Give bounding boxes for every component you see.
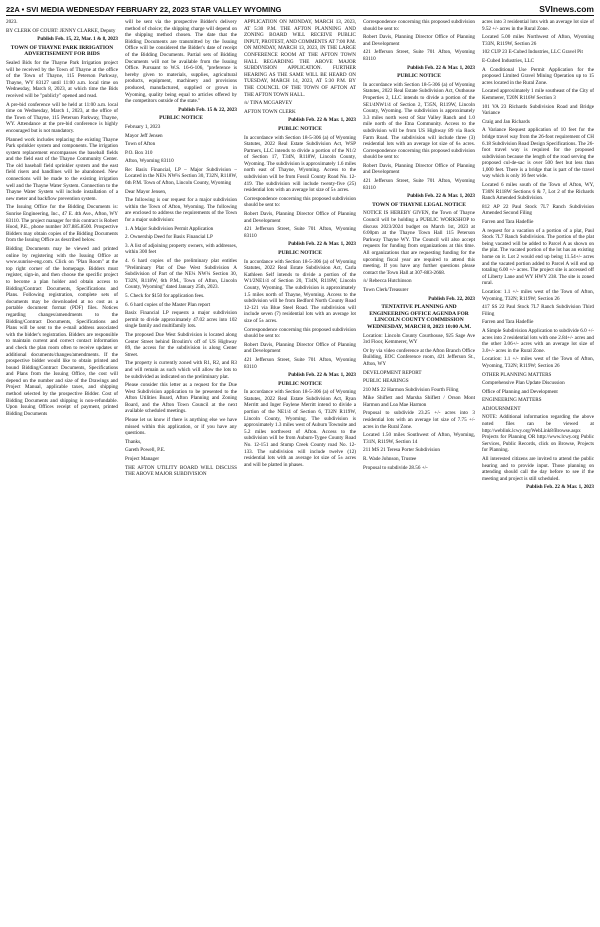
publish-dates: Publish Feb. 22 & Mar. 1, 2023	[407, 193, 475, 200]
signature-line: P.O. Box 310	[125, 149, 153, 156]
notice-paragraph: In accordance with Section 18-5-306 (a) of Wyoming Statutes, 2022 Real Estate Subdivision Act, Carla Kathleen Self intends to divide a portion of the W1/2NE1/4 of Section 20, T34N, R118W, Lincoln County, Wyoming. The subdivision is approximately 1.5 miles north of Thayne, Wyoming. Access to the subdivision will be from Bedford North County Road 12-121 via Blue Steel Road. The subdivision will include seven (7) residential lots with an average lot size of 5± acres.	[244, 258, 356, 324]
notice-paragraph: Location: 1.1 +/- miles west of the Town of Afton, Wyoming, T32N; R119W; Section 26	[482, 288, 594, 302]
notice-paragraph: ADJOURNMENT	[482, 405, 521, 412]
column-5	[482, 19, 594, 924]
notice-paragraph: Or by via video conference at the Afton Branch Office Building, EOC Conference room, 421 Jefferson St., Afton, WY	[363, 347, 475, 367]
notice-paragraph: 1. A Major Subdivision Permit Application	[125, 225, 214, 232]
signature-line: Project Manager	[125, 456, 160, 463]
notice-paragraph: Please consider this letter as a request for the Due West Subdivision application to be presented to the Afton Utilities Board, Afton Planning and Zoning Board, and the Afton Town Council at the next available scheduled meetings.	[125, 382, 237, 415]
notice-paragraph: In accordance with Section 18-5-306 (a) of Wyoming Statutes, 2022 Real Estate Subdivision Act, Ryan Merritt and Inger Faylene Merritt intend to divide a portion of the NE1/4 of Section 6, T32N R119W, Lincoln County, Wyoming. The subdivision is approximately 1.3 miles west of Auburn Townsite and 5.2 miles northwest of Afton. Access to the subdivision will be from Auburn-Tygee County Road No. 12-151 and Stump Creek County road No. 12-133. The subdivision will include twelve (12) residential lots with an average lot size of 5± acres and will be platted in phases.	[244, 389, 356, 468]
notice-paragraph: ENGINEERING MATTERS	[482, 397, 542, 404]
notice-paragraph: BY CLERK OF COURT: JENNY CLARKE, Deputy	[6, 27, 116, 34]
notice-paragraph: NOTICE IS HEREBY GIVEN, the Town of Thayne Council will be holding a PUBLIC WORKSHOP to discuss 2023/2024 budget on March 1st, 2023 at 6:00pm at the Thayne Town Hall 115 Peterson Parkway Thayne WY. The Council will also accept requests for funding from organizations at this time. All organizations that are requesting funding for the upcoming fiscal year are required to attend this meeting. If you have any further questions please contact the Town Hall at 307-883-2668.	[363, 210, 475, 276]
signature-line: 421 Jefferson Street, Suite 701 Afton, Wyoming 83110	[363, 49, 475, 62]
notice-heading: TOWN OF THAYNE PARK IRRIGATION ADVERTISEMENT FOR BIDS	[10, 44, 114, 58]
notice-paragraph: 2. Ownership Deed for Basix Financial LP	[125, 234, 213, 241]
signature-line: Town of Afton	[125, 141, 156, 148]
notice-paragraph: DEVELOPMENT REPORT	[363, 369, 422, 376]
notice-paragraph: THE AFTON UTILITY BOARD WILL DISCUSS THE ABOVE MAJOR SUBDIVISION	[125, 464, 237, 478]
column-2	[125, 19, 237, 924]
notice-paragraph: Dear Mayor Jensen,	[125, 188, 167, 195]
notice-paragraph: Correspondence concerning this proposed subdivision should be sent to:	[363, 19, 475, 32]
signature-line: 421 Jefferson Street, Suite 701 Afton, Wyoming 83110	[363, 178, 475, 191]
notice-paragraph: R. Wade Johnson, Trustee	[363, 456, 417, 463]
column-1	[6, 19, 118, 924]
notice-paragraph: Office of Planning and Development	[482, 388, 558, 395]
notice-heading: PUBLIC NOTICE	[278, 125, 322, 132]
notice-paragraph: Located approximately 1 mile southeast of the City of Kemmerer, T20N R116W Section 3	[482, 88, 594, 101]
notice-paragraph: Correspondence concerning this proposed subdivision should be sent to:	[244, 326, 356, 340]
page-folio-dateline: 22A • SVI MEDIA WEDNESDAY FEBRUARY 22, 2023 STAR VALLEY WYOMING	[6, 5, 282, 14]
notice-paragraph: 6. 6 hard copies of the Master Plan report	[125, 301, 211, 308]
page-header	[6, 2, 594, 14]
signature-line: Robert Davis, Planning Director Office of Planning and Development	[363, 34, 475, 47]
publish-dates: Publish Feb. 15, 22, Mar. 1 & 8, 2023	[37, 36, 118, 43]
notice-paragraph: OTHER PLANNING MATTERS	[482, 371, 552, 378]
notice-paragraph: Located 5.00 miles Northwest of Afton, Wyoming T33N, R119W, Section 26	[482, 34, 594, 47]
notice-paragraph: 812 AP 22 Paul Stock 7L7 Ranch Subdivision Amended Second Filing	[482, 203, 594, 217]
notice-paragraph: Proposal to subdivide 28.56 +/-	[363, 464, 428, 471]
signature-line: Robert Davis, Planning Director Office of Planning and Development	[363, 162, 475, 176]
signature-line: AFTON TOWN CLERK	[244, 108, 296, 115]
notice-heading: PUBLIC NOTICE	[278, 380, 322, 387]
notice-heading: TOWN OF THAYNE LEGAL NOTICE	[372, 201, 466, 208]
notice-paragraph: Farren and Tara Hadeflie	[482, 219, 534, 226]
notice-paragraph: All interested citizens are invited to attend the public hearing and to provide input. Those planning on attending should call the day before to see if the meeting and project is still scheduled.	[482, 456, 594, 482]
notice-paragraph: Re: Basix Financial, LP – Major Subdivision – Located in the NE¼ NW¼ Section 30, T32N, R118W, 6th P.M. Town of Afton, Lincoln County, Wyoming	[125, 166, 237, 187]
legal-notices-columns	[6, 19, 594, 924]
notice-paragraph: E-Cubed Industries, LLC	[482, 57, 535, 64]
signature-line: Gareth Powell, P.E.	[125, 447, 166, 454]
notice-paragraph: A request for a vacation of a portion of a plat, Paul Stock 7L7 Ranch Subdivision. The portion of the plat being vacated will be added to Parcel A as shown on the plat. The vacated portion of the lot has an existing home on it. Lot 2 would end up being 11.54+/- acres and the vacated portion added to Parcel A will end up totaling 6.00 +/- acres. The project site is accessed off of Liberty Lane and WY HWY 238. The site is zoned rural.	[482, 227, 594, 287]
notice-paragraph: The property is currently zoned with R1, R2, and R3 and will remain as such which will allow the lots to be subdivided as indicated on the preliminary plat.	[125, 360, 237, 380]
notice-paragraph: Basix Financial LP requests a major subdivision permit to divide approximately 47.02 acres into 102 single family and multifamily lots.	[125, 310, 237, 330]
notice-paragraph: will be sent via the prospective Bidder's delivery method of choice; the shipping charge will depend on the shipping method chosen. The date that the Bidding Documents are transmitted by the Issuing Office will be considered the Bidder's date of receipt of the Bidding Documents. Partial sets of Bidding Documents will not be available from the Issuing Office. Pursuant to W.S. 16-6-106, "preference is hereby given to materials, supplies, agricultural products, equipment, machinery and provisions produced, manufactured, supplied or grown in Wyoming, quality being equal to articles offered by the competitors outside of the state."	[125, 19, 237, 105]
notice-paragraph: Located 1.50 miles Southwest of Afton, Wyoming, T31N, R119W, Section 14	[363, 432, 475, 445]
publish-dates: Publish Feb. 22, 2023	[428, 295, 475, 302]
notice-paragraph: The proposed Due West Subdivision is located along Center Street behind Broulim's off of US Highway 89, the access for the subdivision is along Center Street.	[125, 331, 237, 358]
header-rule	[6, 15, 594, 16]
notice-paragraph: 2023.	[6, 19, 18, 25]
notice-heading: PUBLIC NOTICE	[397, 73, 441, 80]
notice-paragraph: 5. Check for $150 for application fees.	[125, 292, 205, 299]
notice-paragraph: A Variance Request application of 10 feet for the bridge travel way from the 26-foot requirement of CH 6.18 Subdivision Road Design Specifications. The 26-foot travel way is required for the proposed subdivision because the length of the road serving the proposed cul-de-sac is over 500 feet but less than 1,000 feet. There is a bridge that is part of the travel way which is only 16 feet wide.	[482, 127, 594, 180]
notice-paragraph: PUBLIC HEARINGS	[363, 378, 409, 385]
notice-paragraph: APPLICATION ON MONDAY, MARCH 13, 2023, AT 5:30 P.M. THE AFTON PLANNING AND ZONING BOARD WILL RECEIVE PUBLIC INPUT, PROTEST, AND COMMENTS AT 7:00 P.M. ON MONDAY, MARCH 13, 2023, IN THE LARGE CONFERENCE ROOM AT THE AFTON TOWN HALL REGARDING THE ABOVE MAJOR SUBDIVISION APPLICATION. FURTHER HEARING AS THE SAME WILL BE HEARD ON TUESDAY, MARCH 14, 2023, AT 5:30 P.M. BY THE COUNCIL OF THE TOWN OF AFTON AT THE AFTON TOWN HALL.	[244, 19, 356, 98]
notice-paragraph: Comprehensive Plan Update Discussion	[482, 380, 565, 387]
publish-dates: Publish Feb. 22 & Mar. 1, 2023	[288, 117, 356, 124]
site-url: SVInews.com	[539, 4, 594, 14]
notice-paragraph: Proposal to subdivide 23.25 +/- acres into 3 residential lots with an average lot size of 7.75 +/- acres in the Rural Zone.	[363, 410, 475, 430]
signature-line: /s/ TINA MCGARVEY	[244, 100, 293, 107]
publish-dates: Publish Feb. 22 & Mar. 1, 2023	[288, 241, 356, 248]
publish-dates: Publish Feb. 15 & 22, 2023	[178, 106, 237, 113]
publish-dates: Publish Feb. 22 & Mar. 1, 2023	[288, 372, 356, 379]
signature-line: Robert Davis, Planning Director Office of Planning and Development	[244, 211, 356, 224]
notice-paragraph: The following is our request for a major subdivision within the Town of Afton, Wyoming. The following are enclosed to address the requirements of the Town for a major subdivision:	[125, 197, 237, 224]
notice-paragraph: A Conditional Use Permit Application for the proposed Limited Gravel Mining Operation up to 15 acres located in the Rural Zone.	[482, 66, 594, 86]
notice-paragraph: Location: 1.1 +/- miles west of the Town of Afton, Wyoming, T32N; R119W; Section 26	[482, 356, 594, 369]
notice-paragraph: Farren and Tara Hadeflie	[482, 319, 534, 326]
notice-heading: TENTATIVE PLANNING AND ENGINEERING OFFICE AGENDA FOR LINCOLN COUNTY COMMISSION WEDNESDAY, MARCH 8, 2023 10:00 A.M.	[367, 304, 471, 330]
signature-line: Town Clerk/Treasurer	[363, 286, 409, 293]
notice-paragraph: 417 SS 22 Paul Stock 7L7 Ranch Subdivision Third Filing	[482, 304, 594, 317]
signature-line: Robert Davis, Planning Director Office of Planning and Development	[244, 341, 356, 355]
notice-paragraph: 102 CUP 23 E-Cubed Industries, LLC Gravel Pit	[482, 49, 583, 56]
notice-paragraph: Please let us know if there is anything else we have missed within this application, or if you have any questions.	[125, 417, 237, 437]
publish-dates: Publish Feb. 22 & Mar. 1, 2023	[407, 64, 475, 71]
notice-paragraph: Correspondence concerning this proposed subdivision should be sent to:	[244, 195, 356, 209]
signature-line: /s/ Rebecca Hutchinson	[363, 278, 412, 285]
notice-paragraph: Bidding Documents may be viewed and printed online by registering with the Issuing Office at www.sunrise-eng.com. Click on "Plan Room" at the top right corner of the homepage. Bidders must register, sign-in, and then choose the specific project to become a plan holder and obtain access to Bidding/Contract Documents, Specifications and Plans. Following registration, complete sets of documents may be downloaded at no cost as a portable document format (PDF) files. Notices regarding changes/amendments to the Bidding/Contract Documents, Specifications and Plans will be sent to the e-mail address associated with the bidder's registration. Bidders are responsible to maintain current and correct contact information and check the plan room often to receive updates or additional documents/changes/amendments. If the prospective bidder would like to obtain printed and bound Bidding/Contract Documents, Specifications and Plans from the Issuing Office, the cost will depend on the number and size of the Drawings and Project Manual, applicable taxes, and shipping method selected by the prospective Bidder. Cost of Bidding Documents and shipping is non-refundable. Upon Issuing Offices receipt of payment, printed Bidding Documents	[6, 246, 118, 417]
notice-paragraph: NOTE: Additional information regarding the above noted files can be viewed at http://weblink.lcwy.org/WebLink8/Browse.aspx Projects for Planning OR http://www.lcwy.org Public Services, Public Records, click on Browse, Projects for Planning.	[482, 414, 594, 454]
column-3	[244, 19, 356, 924]
notice-paragraph: Craig and Jan Richards	[482, 118, 530, 125]
notice-heading: PUBLIC NOTICE	[159, 115, 203, 122]
notice-paragraph: Located 6 miles south of the Town of Afton, WY, T30N R118W Sections 6 & 7, Lot 2 of the Richards Ranch Amended Subdivision.	[482, 182, 594, 202]
notice-paragraph: 101 VA 23 Richards Subdivision Road and Bridge Variance	[482, 103, 594, 117]
notice-paragraph: A pre-bid conference will be held at 11:00 a.m. local time on Wednesday, March 1, 2023, at the office of the Town of Thayne, 115 Peterson Parkway, Thayne, WY. Attendance at the pre-bid conference is highly encouraged but is not mandatory.	[6, 101, 118, 134]
publish-dates: Publish Feb. 22 & Mar. 1, 2023	[526, 484, 594, 491]
notice-paragraph: Planned work includes replacing the existing Thayne Park sprinkler system and components. The irrigation system replacement encompasses the baseball fields and the field east of the Thayne Community Center. The old baseball field sprinkler system and the east field risers and handlines will be abandoned. New connections will be made to the existing irrigation well and the Thayne Water System. Connection to the Thayne Water System will include installation of a new meter and backflow prevention system.	[6, 136, 118, 202]
notice-paragraph: 210 MS 22 Harmon Subdivision Fourth Filing	[363, 386, 459, 393]
notice-paragraph: Location: Lincoln County Courthouse, 925 Sage Ave 3rd Floor, Kemmerer, WY	[363, 332, 475, 346]
signature-line: February 1, 2023	[125, 123, 161, 130]
notice-paragraph: In accordance with Section 18-5-306 (a) of Wyoming Statutes, 2022 Real Estate Subdivision Act, Outhouse Properties 2, LLC intends to divide a portion of the SE1/4NW1/4 of Section 2, T35N, R119W, Lincoln County, Wyoming. The subdivision is approximately 3.3 miles north west of Star Valley Ranch and 1.0 mile north of the Etna Community. Access to the subdivision will be from US Highway 89 via Rock Farm Road. The subdivision will include three (3) residential lots with an average lot size of 6± acres. Correspondence concerning this proposed subdivision should be sent to:	[363, 81, 475, 161]
notice-paragraph: acres into 3 residential lots with an average lot size of 9.52 +/- acres in the Rural Zone.	[482, 19, 594, 32]
notice-paragraph: In accordance with Section 18-5-306 (a) of Wyoming Statutes, 2022 Real Estate Subdivision Act, WSP Partners, LLC intends to divide a portion of the N1/2 of Section 17, T34N, R118W, Lincoln County, Wyoming. The subdivision is approximately 1.6 miles north east of Thayne, Wyoming. Access to the subdivision will be from Fossil County Road No. 12-419. The subdivision will include twenty-five (25) residential lots with an average lot size of 5± acres.	[244, 134, 356, 194]
notice-paragraph: A Simple Subdivision Application to subdivide 6.0 +/- acres into 2 residential lots with one 2.84+/- acres and the other 3.06+/- acres with an average lot size of 3.0+/- acres in the Rural Zone.	[482, 327, 594, 354]
signature-line: 421 Jefferson Street, Suite 701 Afton, Wyoming 83110	[244, 356, 356, 370]
notice-paragraph: 211 MS 21 Teresa Porter Subdivision	[363, 447, 440, 454]
signature-line: Thanks,	[125, 438, 142, 445]
notice-paragraph: 4. 6 hard copies of the preliminary plat entitles "Preliminary Plat of Due West Subdivision A Subdivision of Part of the NE¼ NW¼ Section 30, T32N, R118W, 6th P.M., Town of Afton, Lincoln County, Wyoming" dated January 25th, 2023.	[125, 258, 237, 291]
signature-line: Afton, Wyoming 83110	[125, 158, 174, 165]
signature-line: 421 Jefferson Street, Suite 701 Afton, Wyoming 83110	[244, 226, 356, 239]
notice-paragraph: Sealed Bids for the Thayne Park Irrigation project will be received by the Town of Thayne at the office of the Town of Thayne, 115 Peterson Parkway, Thayne, WY 83127 until 11:00 a.m. local time on Wednesday, March 8, 2023, at which time the Bids received will be "publicly" opened and read.	[6, 59, 118, 99]
notice-paragraph: Mike Shiflett and Marsha Shiflett / Orson Mont Harmon and Loa Mae Harmon	[363, 395, 475, 408]
notice-paragraph: The Issuing Office for the Bidding Documents is: Sunrise Engineering, Inc., 47 E. 4th Ave., Afton, WY 83110. The project manager for this contract is Robert Hood, P.E., phone number 307.885.8500. Prospective Bidders may obtain copies of the Bidding Documents from the Issuing Office as described below.	[6, 204, 118, 244]
column-4	[363, 19, 475, 924]
notice-paragraph: 3. A list of adjoining property owners, with addresses, within 300 feet	[125, 242, 237, 256]
notice-heading: PUBLIC NOTICE	[278, 250, 322, 256]
signature-line: Mayor Jeff Jensen	[125, 132, 163, 139]
